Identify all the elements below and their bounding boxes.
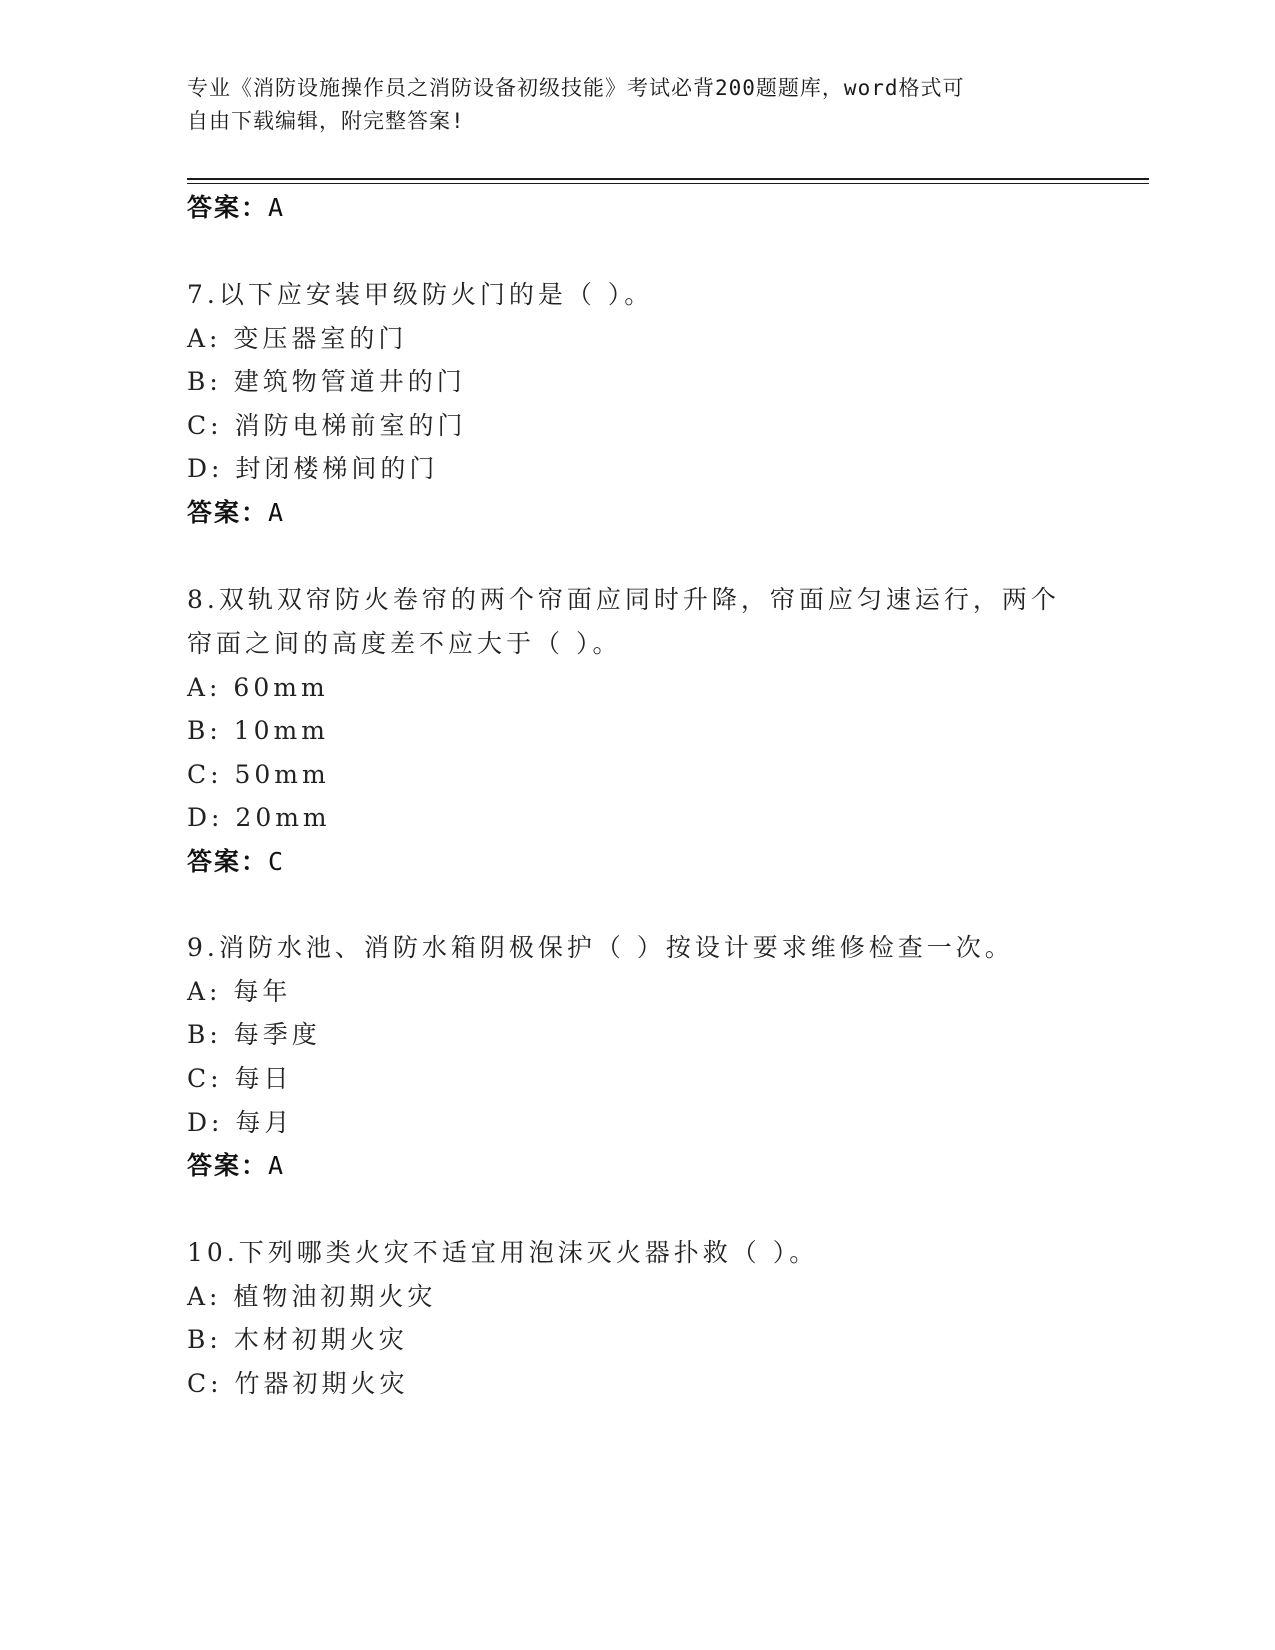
question-8-option-c: C: 50mm <box>187 760 330 789</box>
question-10-option-b: B: 木材初期火灾 <box>187 1325 408 1354</box>
answer-line-prev <box>187 192 283 224</box>
question-7-answer <box>187 497 283 529</box>
answer-label: 答案： <box>187 498 269 527</box>
header-line-1: 专业《消防设施操作员之消防设备初级技能》考试必背200题题库，word格式可 <box>187 76 965 100</box>
answer-label: 答案： <box>187 1151 269 1180</box>
question-9-option-a: A: 每年 <box>187 977 292 1006</box>
answer-value: A <box>268 193 284 222</box>
question-10-option-a: A: 植物油初期火灾 <box>187 1282 437 1311</box>
question-9-option-b: B: 每季度 <box>187 1020 321 1049</box>
question-7-option-d: D: 封闭楼梯间的门 <box>187 454 439 483</box>
answer-value: A <box>268 498 284 527</box>
question-7-option-c: C: 消防电梯前室的门 <box>187 411 467 440</box>
question-8-stem-line-2: 帘面之间的高度差不应大于（ ）。 <box>187 629 622 658</box>
question-8-option-b: B: 10mm <box>187 716 329 745</box>
document-header <box>187 72 1087 138</box>
question-7-option-a: A: 变压器室的门 <box>187 324 408 353</box>
question-9-stem: 9.消防水池、消防水箱阴极保护（ ）按设计要求维修检查一次。 <box>187 933 1014 962</box>
question-9-option-c: C: 每日 <box>187 1064 293 1093</box>
question-8-answer <box>187 846 283 878</box>
answer-value: A <box>268 1151 284 1180</box>
question-8-option-a: A: 60mm <box>187 673 329 702</box>
question-8-option-d: D: 20mm <box>187 803 331 832</box>
question-8-stem-line-1: 8.双轨双帘防火卷帘的两个帘面应同时升降，帘面应匀速运行，两个 <box>187 585 1060 614</box>
header-divider-thick <box>187 178 1149 180</box>
answer-label: 答案： <box>187 193 269 222</box>
question-10-option-c: C: 竹器初期火灾 <box>187 1369 409 1398</box>
header-divider-thin <box>187 183 1149 184</box>
question-9-option-d: D: 每月 <box>187 1108 294 1137</box>
question-7-stem: 7.以下应安装甲级防火门的是（ ）。 <box>187 280 654 309</box>
question-10-stem: 10.下列哪类火灾不适宜用泡沫灭火器扑救（ ）。 <box>187 1238 819 1267</box>
header-line-2: 自由下载编辑，附完整答案! <box>187 109 465 133</box>
question-9-answer <box>187 1150 283 1182</box>
answer-label: 答案： <box>187 847 269 876</box>
answer-value: C <box>268 847 284 876</box>
question-7-option-b: B: 建筑物管道井的门 <box>187 367 466 396</box>
